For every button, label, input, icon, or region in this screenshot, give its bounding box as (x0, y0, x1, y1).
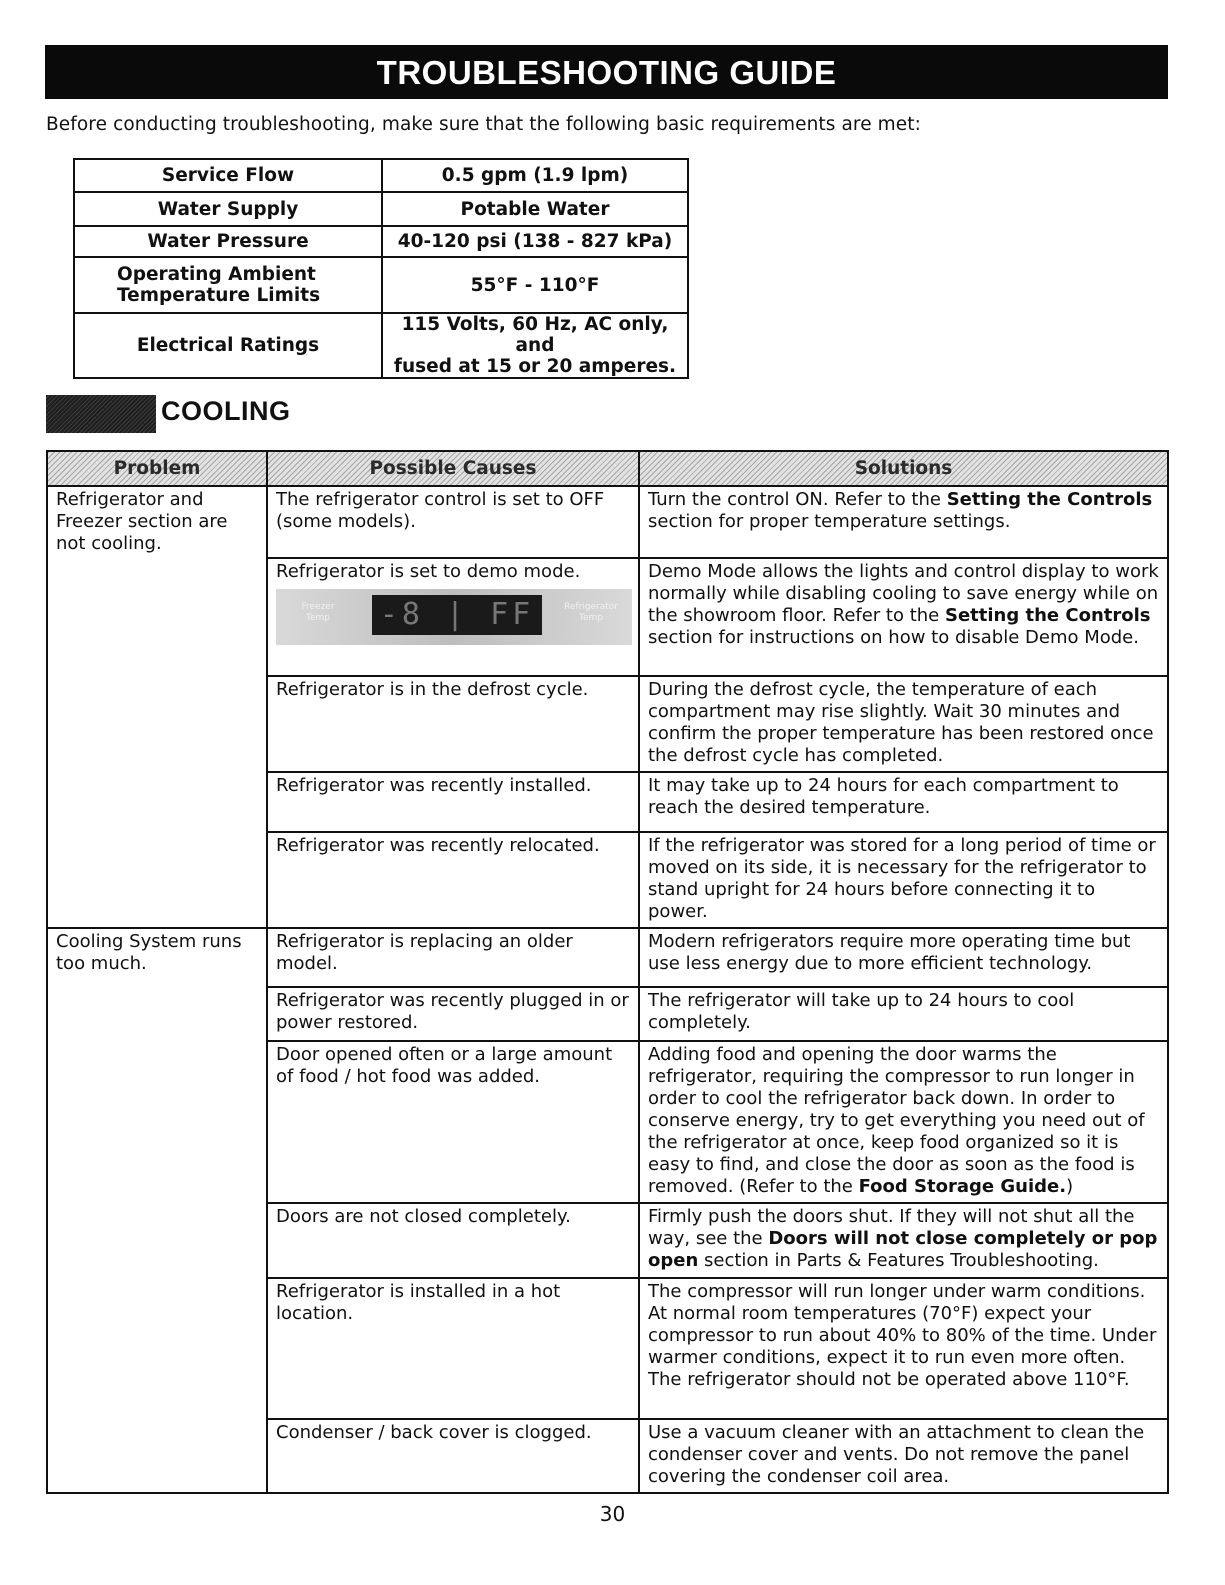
problem-cell-continued (47, 1278, 267, 1419)
cause-cell: The refrigerator control is set to OFF (some models). (267, 486, 639, 558)
cause-text: Refrigerator is set to demo mode. (276, 561, 581, 582)
requirement-value-line: fused at 15 or 20 amperes. (393, 356, 677, 377)
cause-cell: Refrigerator is replacing an older model. (267, 928, 639, 987)
table-row (47, 486, 1168, 558)
table-row (47, 1278, 1168, 1419)
table-row (47, 1041, 1168, 1203)
problem-header: Problem (47, 451, 267, 486)
requirement-value: 55°F - 110°F (382, 257, 688, 313)
solution-text: section for instructions on how to disable Demo Mode. (648, 627, 1139, 648)
solution-reference: Food Storage Guide. (858, 1176, 1067, 1197)
cause-cell: Doors are not closed completely. (267, 1203, 639, 1278)
solution-text: ) (1066, 1176, 1074, 1197)
solution-reference: Setting the Controls (946, 489, 1153, 510)
solutions-header: Solutions (639, 451, 1168, 486)
problem-cell-continued (47, 772, 267, 832)
table-row (47, 987, 1168, 1041)
solution-text: section in Parts & Features Troubleshooting. (698, 1250, 1099, 1271)
requirement-value: 40-120 psi (138 - 827 kPa) (382, 226, 688, 257)
solution-cell: During the defrost cycle, the temperature of each compartment may rise slightly. Wait 30 minutes and confirm the proper temperature has been restored once the defrost cycle has completed. (639, 676, 1168, 772)
requirement-label-line: Temperature Limits (117, 285, 321, 306)
problem-cell: Cooling System runs too much. (47, 928, 267, 987)
solution-cell (639, 1041, 1168, 1203)
cause-cell: Condenser / back cover is clogged. (267, 1419, 639, 1493)
solution-text: Firmly push the doors shut. If they will not shut all the way, see the (648, 1206, 1135, 1249)
table-row (47, 928, 1168, 987)
problem-cell: Refrigerator and Freezer section are not cooling. (47, 486, 267, 558)
table-row (47, 1203, 1168, 1278)
table-row (47, 676, 1168, 772)
solution-reference: Doors will not close completely or pop open (648, 1228, 1158, 1271)
solution-cell (639, 486, 1168, 558)
requirement-label: Water Supply (74, 192, 382, 226)
cause-cell (267, 558, 639, 676)
solution-cell (639, 558, 1168, 676)
cooling-table (46, 450, 1169, 1494)
requirements-table (73, 158, 689, 379)
solution-text: Turn the control ON. Refer to the (648, 489, 947, 510)
freezer-temp-label: Freezer Temp (301, 602, 335, 623)
problem-cell-continued (47, 558, 267, 676)
solution-cell: Use a vacuum cleaner with an attachment to clean the condenser cover and vents. Do not remove the panel covering the condenser coil area. (639, 1419, 1168, 1493)
requirement-label (74, 257, 382, 313)
problem-cell-continued (47, 1419, 267, 1493)
solution-text: Demo Mode allows the lights and control display to work normally while disabling cooling to save energy while on the showroom floor. Refer to the (648, 561, 1159, 626)
cause-cell: Refrigerator was recently relocated. (267, 832, 639, 928)
table-row (47, 558, 1168, 676)
requirement-row (74, 313, 688, 378)
solution-text: section for proper temperature settings. (648, 511, 1011, 532)
cause-cell: Refrigerator is in the defrost cycle. (267, 676, 639, 772)
requirement-value-line: 115 Volts, 60 Hz, AC only, and (401, 314, 669, 356)
solution-cell: It may take up to 24 hours for each compartment to reach the desired temperature. (639, 772, 1168, 832)
requirement-label: Electrical Ratings (74, 313, 382, 378)
refrigerator-temp-label: Refrigerator Temp (564, 602, 618, 623)
requirement-label-line: Operating Ambient (117, 264, 316, 285)
page-title: TROUBLESHOOTING GUIDE (45, 45, 1168, 99)
table-row (47, 1419, 1168, 1493)
problem-cell-continued (47, 676, 267, 772)
solution-cell (639, 1203, 1168, 1278)
section-title: COOLING (161, 396, 291, 426)
table-row (47, 772, 1168, 832)
intro-text: Before conducting troubleshooting, make sure that the following basic requirements are met: (46, 114, 921, 135)
requirement-row (74, 226, 688, 257)
problem-cell-continued (47, 1203, 267, 1278)
cause-cell: Door opened often or a large amount of food / hot food was added. (267, 1041, 639, 1203)
cause-cell: Refrigerator is installed in a hot location. (267, 1278, 639, 1419)
header-row (47, 451, 1168, 486)
solution-text: Adding food and opening the door warms the refrigerator, requiring the compressor to run longer in order to cool the refrigerator back down. In order to conserve energy, try to get everything you need out of the refrigerator at once, keep food organized so it is easy to find, and close the door as soon as the food is removed. (Refer to the (648, 1044, 1145, 1197)
requirement-row (74, 159, 688, 192)
solution-cell: The refrigerator will take up to 24 hours to cool completely. (639, 987, 1168, 1041)
requirement-row (74, 257, 688, 313)
cause-cell: Refrigerator was recently plugged in or power restored. (267, 987, 639, 1041)
requirement-label: Water Pressure (74, 226, 382, 257)
table-row (47, 832, 1168, 928)
problem-cell-continued (47, 1041, 267, 1203)
causes-header: Possible Causes (267, 451, 639, 486)
requirement-value (382, 313, 688, 378)
demo-display: -8 | FF (372, 595, 542, 635)
requirement-row (74, 192, 688, 226)
solution-cell: Modern refrigerators require more operating time but use less energy due to more efficient technology. (639, 928, 1168, 987)
page-number: 30 (599, 1502, 626, 1526)
cause-cell: Refrigerator was recently installed. (267, 772, 639, 832)
requirement-value: 0.5 gpm (1.9 lpm) (382, 159, 688, 192)
problem-cell-continued (47, 832, 267, 928)
control-panel-image (276, 589, 632, 645)
requirement-value: Potable Water (382, 192, 688, 226)
solution-reference: Setting the Controls (944, 605, 1151, 626)
problem-cell-continued (47, 987, 267, 1041)
solution-cell: The compressor will run longer under warm conditions. At normal room temperatures (70°F) expect your compressor to run about 40% to 80% of the time. Under warmer conditions, expect it to run even more often. The refrigerator should not be operated above 110°F. (639, 1278, 1168, 1419)
requirement-label: Service Flow (74, 159, 382, 192)
section-marker (46, 395, 156, 433)
solution-cell: If the refrigerator was stored for a long period of time or moved on its side, it is necessary for the refrigerator to stand upright for 24 hours before connecting it to power. (639, 832, 1168, 928)
